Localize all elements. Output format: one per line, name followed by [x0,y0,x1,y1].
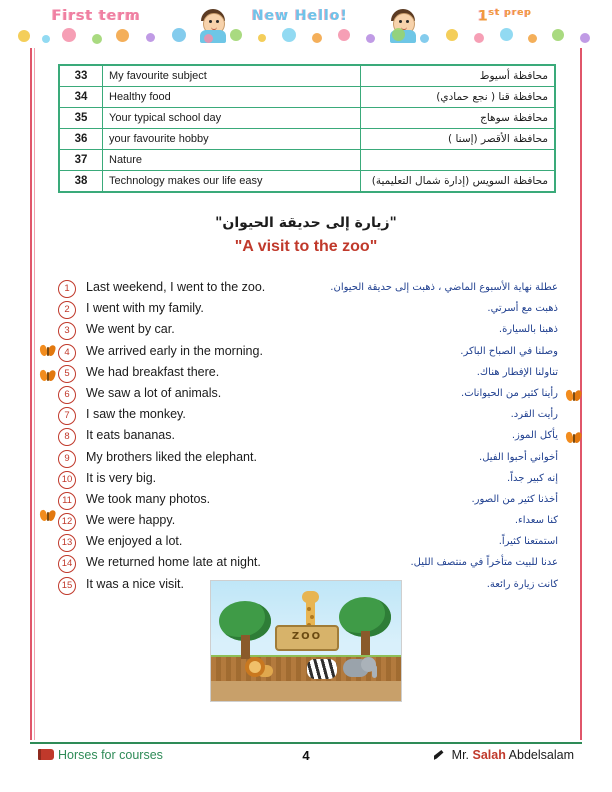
list-item-english: We went by car. [86,322,175,337]
table-row [60,66,555,87]
list-item-english: Last weekend, I went to the zoo. [86,280,266,294]
list-item-arabic: إنه كبير جداً. [507,472,558,484]
list-item [58,405,558,426]
list-item-arabic: عدنا للبيت متأخراً في منتصف الليل. [410,557,558,569]
list-item-arabic: رأيت القرد. [510,409,558,421]
illustration-path [211,681,401,701]
butterfly-icon [40,370,56,383]
list-item-english: I saw the monkey. [86,407,186,422]
list-item-arabic: أخذنا كثير من الصور. [471,493,558,505]
table-cell-english: My favourite subject [103,66,361,87]
list-item [58,553,558,574]
list-item-arabic: رأينا كثير من الحيوانات. [461,387,558,399]
butterfly-icon [40,345,56,358]
banner-title-left: First term [52,8,141,24]
kid-eye-right [406,20,409,23]
left-margin-rule [30,48,32,740]
topic-title-arabic: "زيارة إلى حديقة الحيوان" [215,215,397,231]
list-item-arabic: ذهبنا بالسيارة. [498,324,558,336]
list-item [58,320,558,341]
list-item-number: 2 [58,301,76,319]
table-row [60,171,555,192]
zoo-gate-sign: ZOO [275,625,339,651]
pen-icon [434,750,448,760]
list-item-english: It is very big. [86,470,157,485]
list-item-english: My brothers liked the elephant. [86,449,257,464]
table-cell-arabic: محافظة قنا ( نجع حمادي) [361,87,555,108]
list-item-english: We took many photos. [86,491,211,506]
page-header-banner [0,0,612,48]
banner-title-right-number: 1 [478,8,489,25]
lion-icon [245,657,271,681]
page-footer [30,748,582,770]
footer-author [434,748,574,762]
list-item-arabic: كنا سعداء. [514,515,558,527]
table-row [60,108,555,129]
table-cell-arabic [361,150,555,171]
list-item-english: We had breakfast there. [86,364,220,379]
left-margin-rule-secondary [34,48,35,740]
butterfly-icon [40,510,56,523]
table-cell-arabic: محافظة سوهاج [361,108,555,129]
list-item-number: 8 [58,428,76,446]
list-item-arabic: تناولنا الإفطار هناك. [476,366,558,378]
topic-title-english: "A visit to the zoo" [234,238,378,255]
list-item [58,448,558,469]
sentence-list [58,278,558,596]
table-cell-english: Nature [103,150,361,171]
list-item-arabic: يأكل الموز. [511,430,558,442]
kid-eye-left [399,20,402,23]
list-item-number: 5 [58,365,76,383]
list-item-number: 11 [58,492,76,510]
list-item [58,363,558,384]
footer-divider [30,742,582,744]
list-item [58,384,558,405]
list-item-number: 1 [58,280,76,298]
table-cell-number: 34 [60,87,103,108]
kid-eye-right [216,20,219,23]
kid-eye-left [209,20,212,23]
table-cell-number: 37 [60,150,103,171]
footer-author-lastname: Abdelsalam [508,748,574,762]
list-item-arabic: عطلة نهاية الأسبوع الماضي ، ذهبت إلى حديقة الحيوان. [330,282,558,293]
banner-title-right [478,8,532,25]
list-item-number: 9 [58,450,76,468]
list-item-number: 13 [58,534,76,552]
list-item [58,342,558,363]
list-item-arabic: كانت زيارة رائعة. [486,578,558,590]
elephant-icon [343,655,377,679]
list-item [58,532,558,553]
list-item-number: 7 [58,407,76,425]
table-cell-number: 36 [60,129,103,150]
list-item [58,426,558,447]
list-item-number: 15 [58,577,76,595]
list-item-english: We arrived early in the morning. [86,343,263,358]
table-cell-english: Your typical school day [103,108,361,129]
table-cell-english: Healthy food [103,87,361,108]
table-cell-arabic: محافظة السويس (إدارة شمال التعليمية) [361,171,555,192]
list-item-arabic: وصلنا في الصباح الباكر. [460,345,558,357]
list-item-english: We saw a lot of animals. [86,385,222,400]
list-item-number: 4 [58,344,76,362]
topics-table [58,64,556,193]
list-item [58,511,558,532]
list-item-number: 12 [58,513,76,531]
zebra-icon [307,659,337,679]
table-cell-arabic: محافظة أسيوط [361,66,555,87]
butterfly-icon [566,390,582,403]
list-item-arabic: استمتعنا كثيراً. [498,536,558,548]
list-item [58,299,558,320]
list-item [58,278,558,299]
table-cell-english: Technology makes our life easy [103,171,361,192]
tree-icon [339,597,391,653]
banner-bubble-decoration [0,26,612,48]
list-item-number: 6 [58,386,76,404]
list-item [58,490,558,511]
banner-title-right-suffix: st prep [488,8,532,18]
list-item-english: We returned home late at night. [86,555,261,570]
table-cell-arabic: محافظة الأقصر (إسنا ) [361,129,555,150]
footer-author-firstname: Salah [472,748,506,762]
zoo-illustration [210,580,402,702]
table-row [60,87,555,108]
list-item-english: I went with my family. [86,301,204,316]
list-item-arabic: أخواني أحبوا الفيل. [479,451,558,463]
list-item-number: 3 [58,322,76,340]
butterfly-icon [566,432,582,445]
footer-author-prefix: Mr. [451,748,470,762]
table-row [60,150,555,171]
tree-icon [219,601,271,657]
list-item-number: 10 [58,471,76,489]
table-cell-number: 38 [60,171,103,192]
page-number: 4 [302,748,310,763]
banner-title-center: New Hello! [252,8,348,24]
table-row [60,129,555,150]
table-cell-english: your favourite hobby [103,129,361,150]
footer-series-title: Horses for courses [58,748,163,762]
list-item-number: 14 [58,555,76,573]
table-cell-number: 33 [60,66,103,87]
list-item-english: We were happy. [86,513,176,528]
list-item-english: It eats bananas. [86,428,175,443]
list-item-english: It was a nice visit. [86,576,184,591]
list-item [58,469,558,490]
list-item-arabic: ذهبت مع أسرتي. [487,303,558,315]
table-cell-number: 35 [60,108,103,129]
list-item-english: We enjoyed a lot. [86,534,183,549]
